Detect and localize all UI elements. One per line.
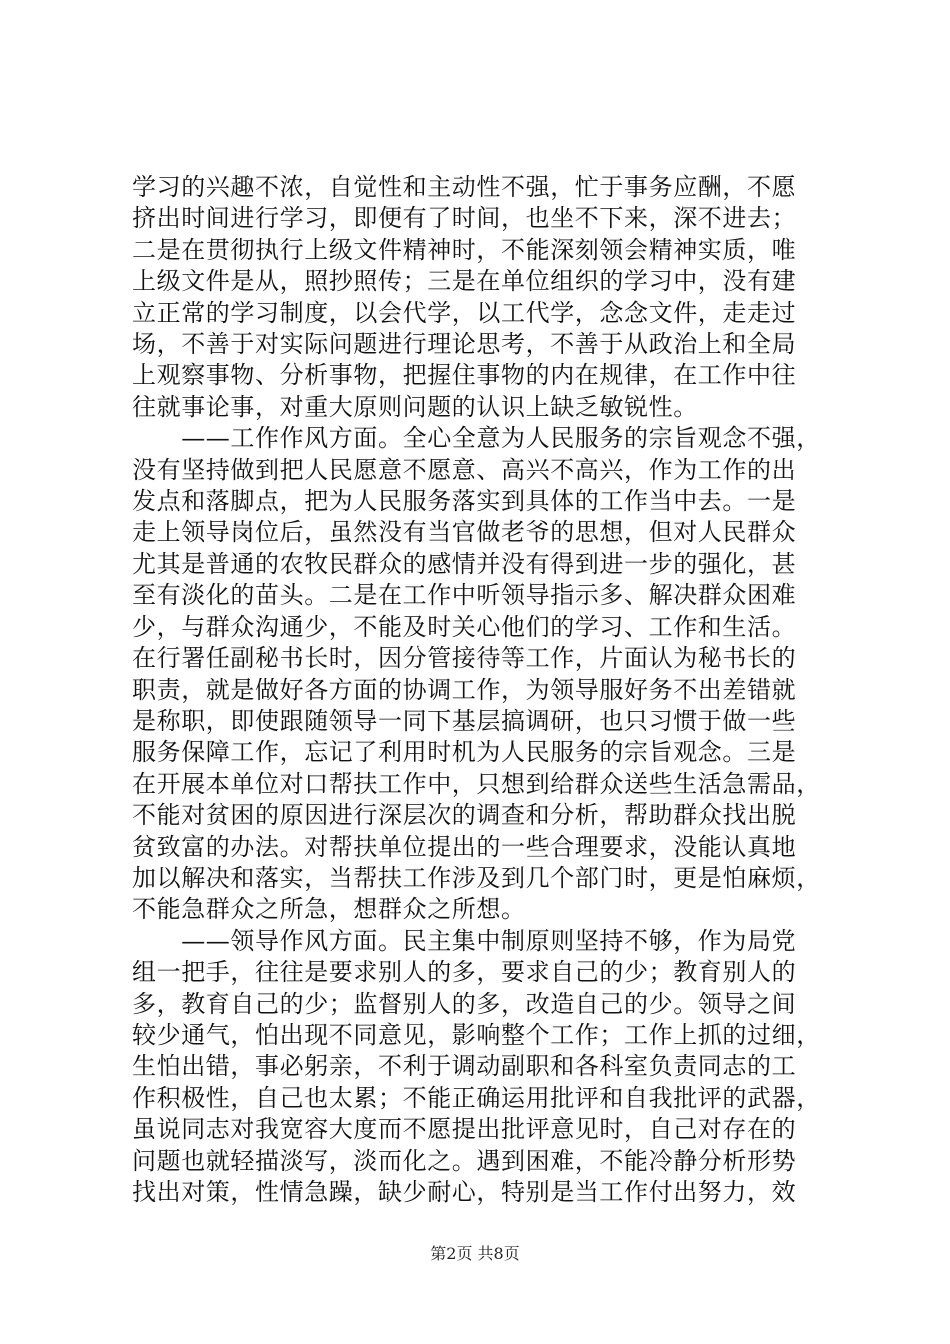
text-line: 在开展本单位对口帮扶工作中，只想到给群众送些生活急需品， (132, 769, 821, 798)
text-line: 是称职，即使跟随领导一同下基层搞调研，也只习惯于做一些 (132, 706, 797, 735)
text-line: 不能急群众之所急，想群众之所想。 (132, 895, 526, 924)
text-line: ——领导作风方面。民主集中制原则坚持不够，作为局党 (132, 926, 797, 955)
text-line: 二是在贯彻执行上级文件精神时，不能深刻领会精神实质，唯 (132, 235, 797, 264)
text-line: 往就事论事，对重大原则问题的认识上缺乏敏锐性。 (132, 392, 698, 421)
text-line: 加以解决和落实，当帮扶工作涉及到几个部门时，更是怕麻烦， (132, 863, 821, 892)
text-line: 挤出时间进行学习，即便有了时间，也坐不下来，深不进去； (132, 204, 797, 233)
text-line: 上级文件是从，照抄照传；三是在单位组织的学习中，没有建 (132, 267, 797, 296)
text-line: 找出对策，性情急躁，缺少耐心，特别是当工作付出努力，效 (132, 1178, 797, 1206)
text-line: 尤其是普通的农牧民群众的感情并没有得到进一步的强化，甚 (132, 549, 797, 578)
text-line: ——工作作风方面。全心全意为人民服务的宗旨观念不强， (132, 424, 821, 453)
text-line: 立正常的学习制度，以会代学，以工代学，念念文件，走走过 (132, 298, 797, 327)
text-line: 作积极性，自己也太累；不能正确运用批评和自我批评的武器， (132, 1083, 821, 1112)
text-line: 较少通气，怕出现不同意见，影响整个工作；工作上抓的过细， (132, 1020, 821, 1049)
text-line: 虽说同志对我宽容大度而不愿提出批评意见时，自己对存在的 (132, 1115, 797, 1144)
text-line: 少，与群众沟通少，不能及时关心他们的学习、工作和生活。 (132, 612, 797, 641)
document-body (132, 172, 832, 1208)
text-line: 服务保障工作，忘记了利用时机为人民服务的宗旨观念。三是 (132, 738, 797, 767)
text-line: 多，教育自己的少；监督别人的多，改造自己的少。领导之间 (132, 989, 797, 1018)
text-line: 场，不善于对实际问题进行理论思考，不善于从政治上和全局 (132, 330, 797, 359)
text-line: 至有淡化的苗头。二是在工作中听领导指示多、解决群众困难 (132, 581, 797, 610)
text-line: 职责，就是做好各方面的协调工作，为领导服好务不出差错就 (132, 675, 797, 704)
text-line: 学习的兴趣不浓，自觉性和主动性不强，忙于事务应酬，不愿 (132, 173, 797, 201)
text-line: 上观察事物、分析事物，把握住事物的内在规律，在工作中往 (132, 361, 797, 390)
text-line: 生怕出错，事必躬亲，不利于调动副职和各科室负责同志的工 (132, 1052, 797, 1081)
page-footer: 第2页 共8页 (430, 1244, 520, 1263)
text-line: 不能对贫困的原因进行深层次的调查和分析，帮助群众找出脱 (132, 801, 797, 830)
text-line: 贫致富的办法。对帮扶单位提出的一些合理要求，没能认真地 (132, 832, 797, 861)
text-line: 发点和落脚点，把为人民服务落实到具体的工作当中去。一是 (132, 487, 797, 516)
text-line: 在行署任副秘书长时，因分管接待等工作，片面认为秘书长的 (132, 644, 797, 673)
text-line: 组一把手，往往是要求别人的多，要求自己的少；教育别人的 (132, 958, 797, 987)
text-line: 问题也就轻描淡写，淡而化之。遇到困难，不能冷静分析形势 (132, 1146, 797, 1175)
text-line: 走上领导岗位后，虽然没有当官做老爷的思想，但对人民群众 (132, 518, 797, 547)
text-line: 没有坚持做到把人民愿意不愿意、高兴不高兴，作为工作的出 (132, 455, 797, 484)
